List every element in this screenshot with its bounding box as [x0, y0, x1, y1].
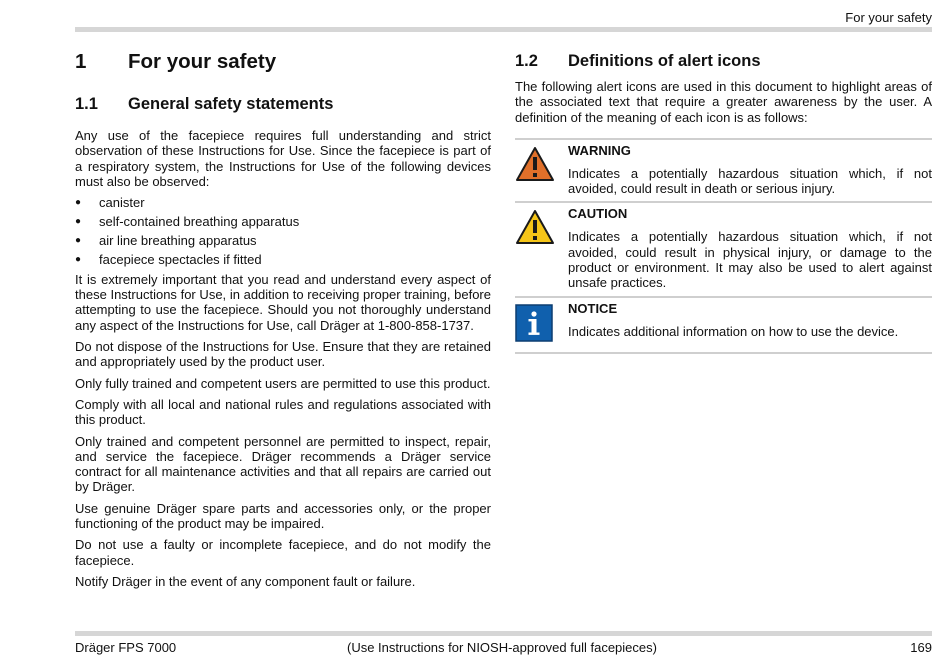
alert-title: NOTICE	[568, 300, 618, 316]
chapter-number: 1	[75, 50, 87, 73]
list-item: ● air line breathing apparatus	[75, 233, 491, 248]
intro-paragraph: Any use of the facepiece requires full understanding and strict observation of these Instructions for Use. Since the facepiece is part of a respiratory system, the Instructions for Use of the following devices must also be observed:	[75, 128, 491, 189]
body-paragraph: Notify Dräger in the event of any component fault or failure.	[75, 573, 416, 589]
right-column	[515, 52, 932, 354]
alert-title: CAUTION	[568, 206, 628, 222]
alert-text: Indicates additional information on how to use the device.	[568, 323, 899, 339]
alert-row-warning	[515, 140, 932, 204]
list-item: ● canister	[75, 195, 491, 210]
caution-icon	[515, 206, 568, 290]
body-paragraph: It is extremely important that you read and understand every aspect of these Instructions for Use, in addition to receiving proper training, before attempting to use the facepiece. Should you not thoroughly understand any aspect of the Instructions for Use, call Dräger at 1-800-858-1737.	[75, 271, 491, 333]
section-title: Definitions of alert icons	[568, 52, 761, 70]
section-heading-1-2	[515, 52, 932, 71]
body-paragraph: Use genuine Dräger spare parts and accessories only, or the proper functioning of the product may be impaired.	[75, 500, 491, 532]
body-paragraph: Do not dispose of the Instructions for Use. Ensure that they are retained and appropriately used by the product user.	[75, 339, 491, 370]
alert-body	[568, 206, 932, 290]
body-paragraph: Comply with all local and national rules and regulations associated with this product.	[75, 396, 491, 428]
body-paragraph: Only trained and competent personnel are permitted to inspect, repair, and service the facepiece. Dräger recommends a Dräger service contract for all maintenance activities and that all repairs are carried out by Dräger.	[75, 433, 491, 495]
device-list	[75, 195, 491, 267]
alert-body	[568, 143, 932, 197]
footer-document-title: (Use Instructions for NIOSH-approved full facepieces)	[347, 640, 657, 655]
alert-text: Indicates a potentially hazardous situation which, if not avoided, could result in physical injury, or damage to the product or environment. It may also be used to alert against unsafe practices.	[568, 229, 932, 291]
alert-text: Indicates a potentially hazardous situation which, if not avoided, could result in death or serious injury.	[568, 165, 932, 197]
chapter-title: For your safety	[128, 50, 277, 73]
info-icon	[515, 301, 568, 347]
section-heading-1-1	[75, 95, 491, 114]
left-column	[75, 50, 491, 595]
alert-title: WARNING	[568, 142, 631, 158]
page-number: 169	[910, 640, 932, 655]
body-paragraph: Only fully trained and competent users are permitted to use this product.	[75, 375, 491, 391]
warning-icon	[515, 143, 568, 197]
body-paragraph: Do not use a faulty or incomplete facepiece, and do not modify the facepiece.	[75, 537, 491, 568]
section-number: 1.2	[515, 52, 538, 70]
footer-rule	[75, 631, 932, 636]
running-header: For your safety	[845, 10, 932, 25]
list-item: ● facepiece spectacles if fitted	[75, 252, 491, 267]
intro-paragraph: The following alert icons are used in this document to highlight areas of the associated text that require a greater awareness by the user. A definition of the meaning of each icon is as follows:	[515, 79, 932, 125]
alert-definitions-table	[515, 138, 932, 354]
alert-row-caution	[515, 203, 932, 297]
list-item: ● self-contained breathing apparatus	[75, 214, 491, 229]
alert-row-notice	[515, 298, 932, 354]
section-title: General safety statements	[128, 95, 334, 113]
chapter-heading	[75, 50, 491, 74]
alert-body	[568, 301, 932, 347]
section-number: 1.1	[75, 95, 98, 113]
footer-product: Dräger FPS 7000	[75, 640, 177, 655]
header-rule	[75, 27, 932, 32]
